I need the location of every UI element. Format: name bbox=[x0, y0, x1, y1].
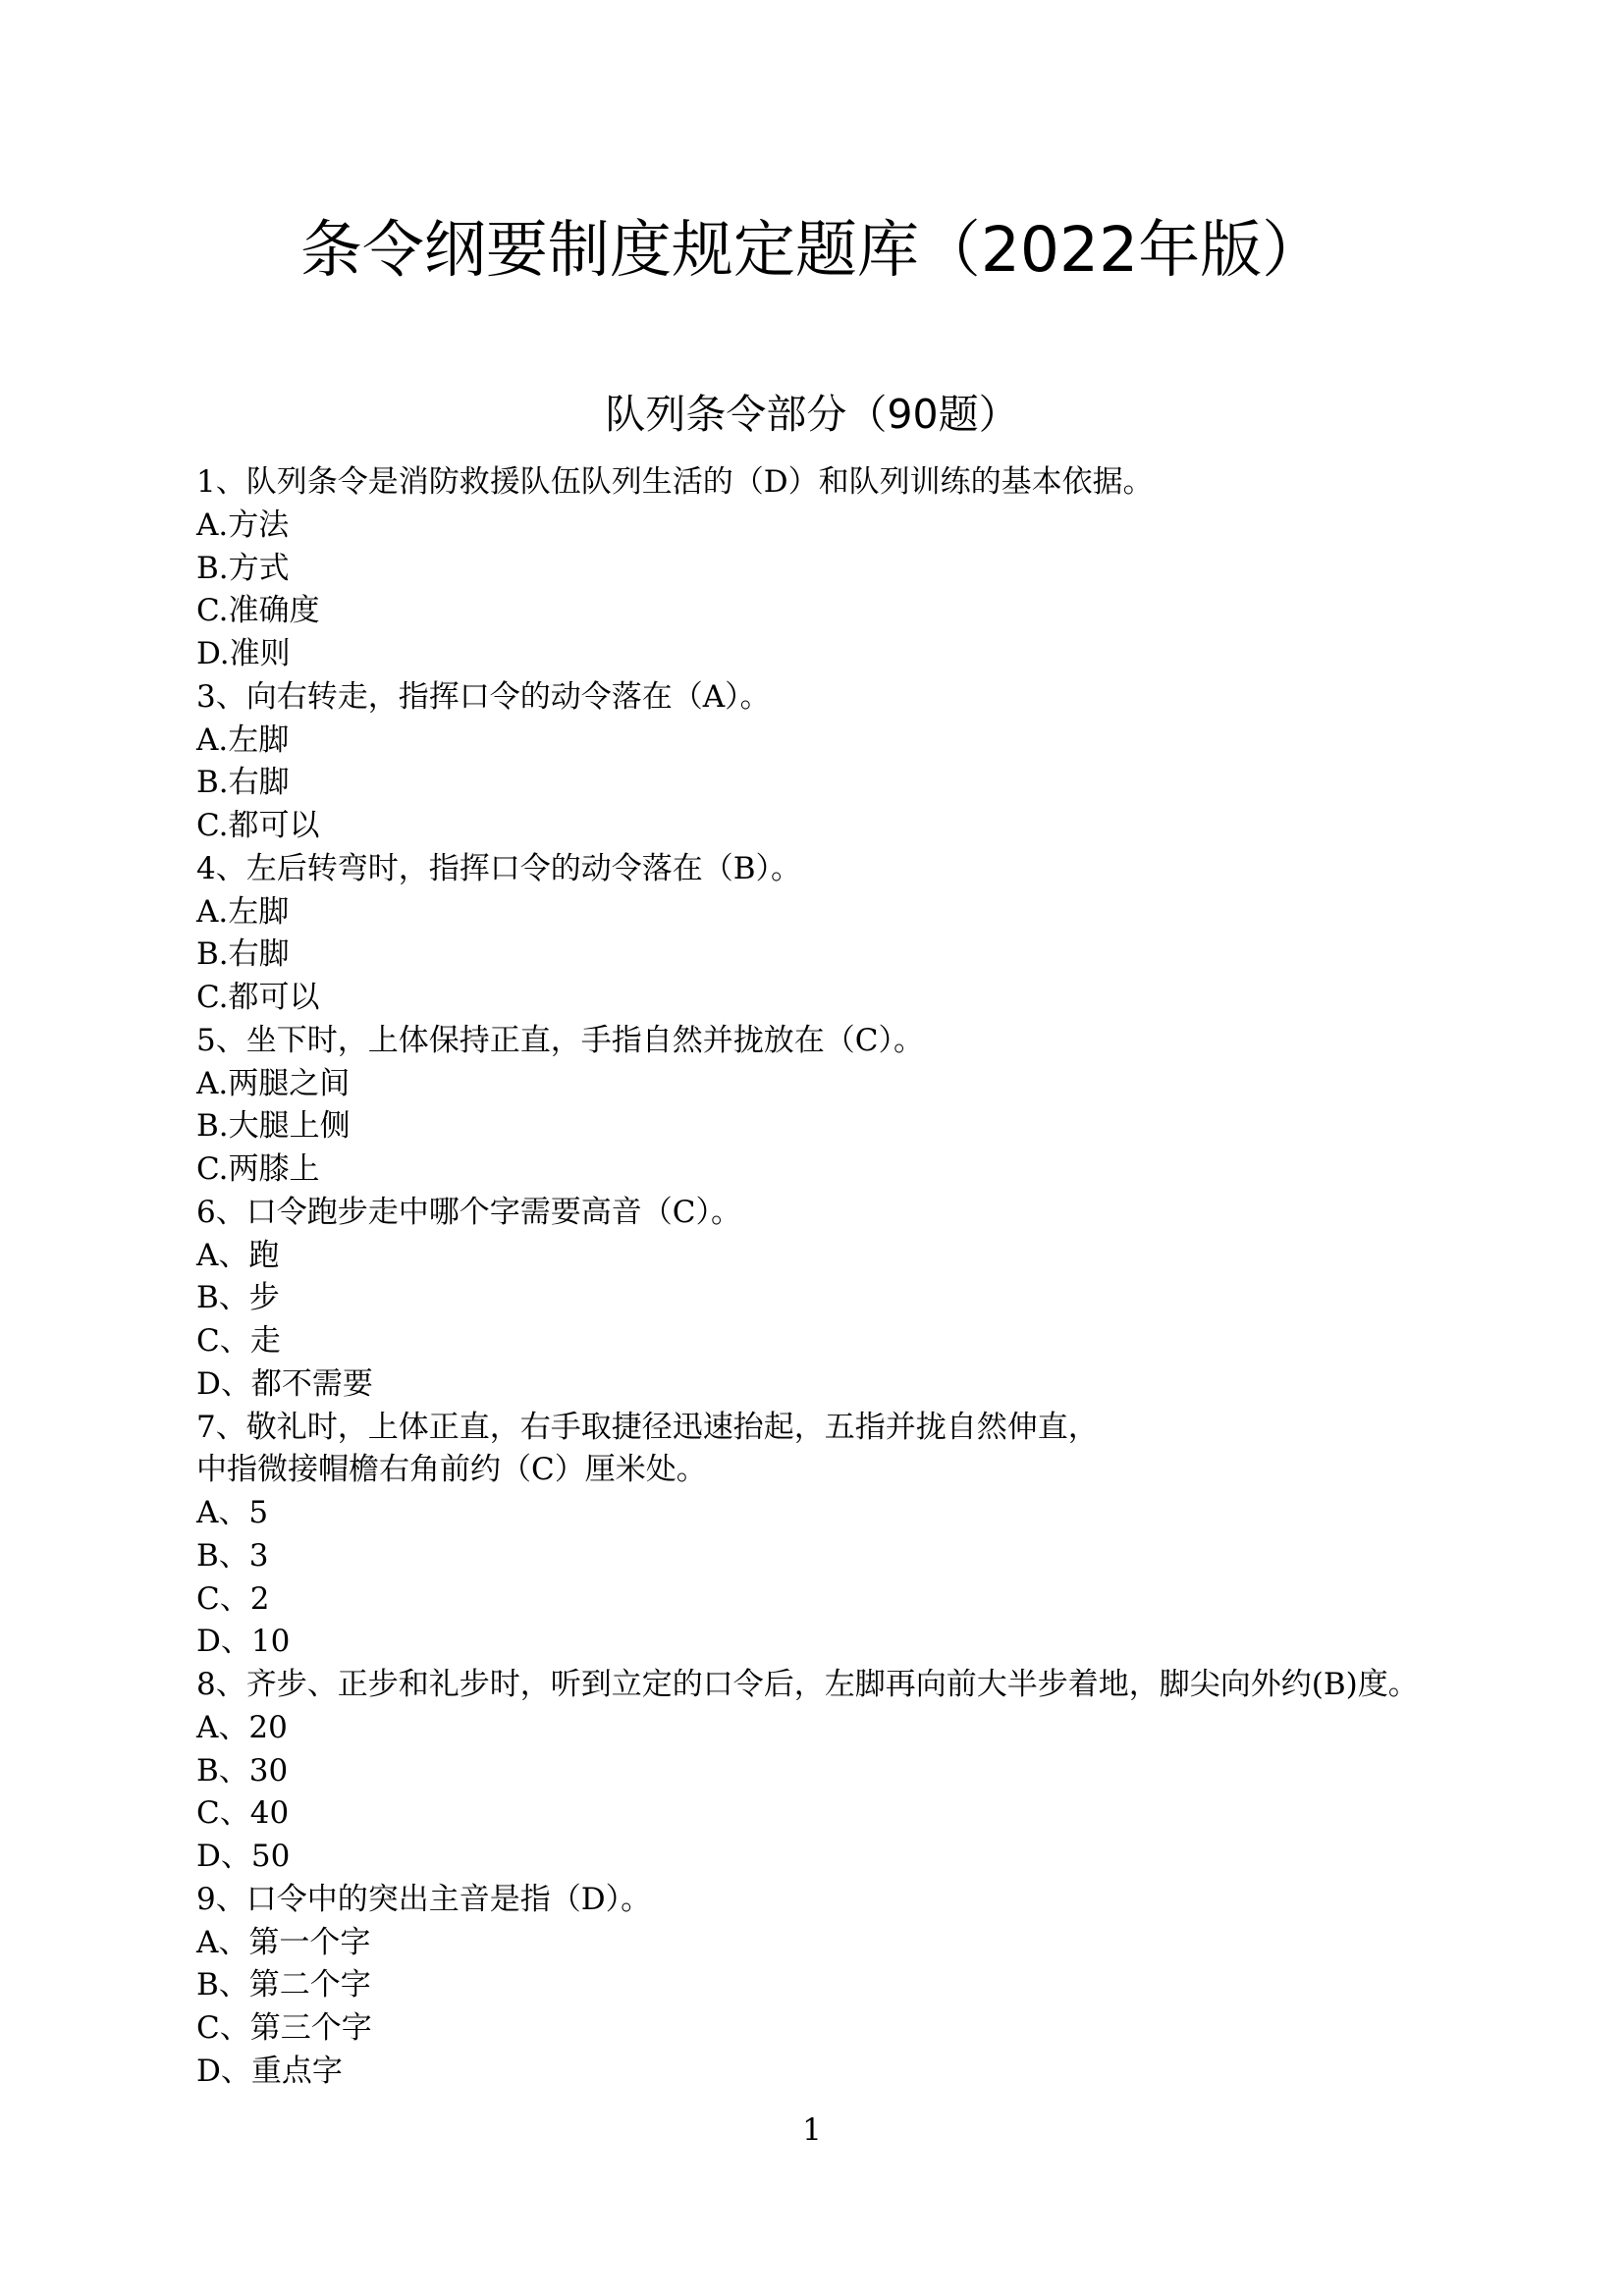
option-7b: B、3 bbox=[196, 1537, 269, 1574]
option-5c: C.两膝上 bbox=[196, 1151, 320, 1187]
question-8: 8、齐步、正步和礼步时，听到立定的口令后，左脚再向前大半步着地，脚尖向外约(B)度。 bbox=[196, 1667, 1419, 1702]
document-title: 条令纲要制度规定题库（2022年版） bbox=[299, 214, 1325, 286]
option-7d: D、10 bbox=[196, 1624, 291, 1660]
option-3a: A.左脚 bbox=[196, 721, 290, 758]
option-9d: D、重点字 bbox=[196, 2053, 343, 2089]
option-4b: B.右脚 bbox=[196, 936, 290, 973]
section-title: 队列条令部分（90题） bbox=[605, 391, 1019, 438]
option-7c: C、2 bbox=[196, 1580, 270, 1617]
option-1d: D.准则 bbox=[196, 636, 291, 671]
option-1b: B.方式 bbox=[196, 550, 290, 586]
question-7: 7、敬礼时，上体正直，右手取捷径迅速抬起，五指并拢自然伸直， bbox=[196, 1409, 1099, 1445]
option-3b: B.右脚 bbox=[196, 765, 290, 801]
question-3: 3、向右转走，指挥口令的动令落在（A）。 bbox=[196, 678, 771, 715]
option-9c: C、第三个字 bbox=[196, 2010, 372, 2046]
page-number: 1 bbox=[802, 2112, 822, 2148]
option-1a: A.方法 bbox=[196, 507, 290, 543]
option-6c: C、走 bbox=[196, 1323, 281, 1359]
option-4c: C.都可以 bbox=[196, 980, 320, 1015]
question-7-continued: 中指微接帽檐右角前约（C）厘米处。 bbox=[196, 1452, 707, 1488]
option-6d: D、都不需要 bbox=[196, 1365, 373, 1402]
question-4: 4、左后转弯时，指挥口令的动令落在（B）。 bbox=[196, 850, 802, 886]
question-list bbox=[196, 461, 1492, 2094]
option-8c: C、40 bbox=[196, 1795, 290, 1832]
option-9b: B、第二个字 bbox=[196, 1967, 371, 2003]
option-7a: A、5 bbox=[196, 1495, 269, 1530]
option-5a: A.两腿之间 bbox=[196, 1065, 351, 1101]
question-5: 5、坐下时，上体保持正直，手指自然并拢放在（C）。 bbox=[196, 1022, 924, 1058]
option-8d: D、50 bbox=[196, 1839, 291, 1874]
option-4a: A.左脚 bbox=[196, 893, 290, 930]
option-8a: A、20 bbox=[196, 1709, 288, 1745]
option-9a: A、第一个字 bbox=[196, 1924, 371, 1960]
option-1c: C.准确度 bbox=[196, 593, 320, 629]
option-8b: B、30 bbox=[196, 1752, 289, 1789]
question-6: 6、口令跑步走中哪个字需要高音（C）。 bbox=[196, 1194, 741, 1230]
option-5b: B.大腿上侧 bbox=[196, 1108, 351, 1145]
question-1: 1、队列条令是消防救援队伍队列生活的（D）和队列训练的基本依据。 bbox=[196, 464, 1154, 500]
option-3c: C.都可以 bbox=[196, 808, 320, 843]
option-6a: A、跑 bbox=[196, 1237, 280, 1273]
question-9: 9、口令中的突出主音是指（D）。 bbox=[196, 1881, 652, 1917]
option-6b: B、步 bbox=[196, 1280, 280, 1316]
